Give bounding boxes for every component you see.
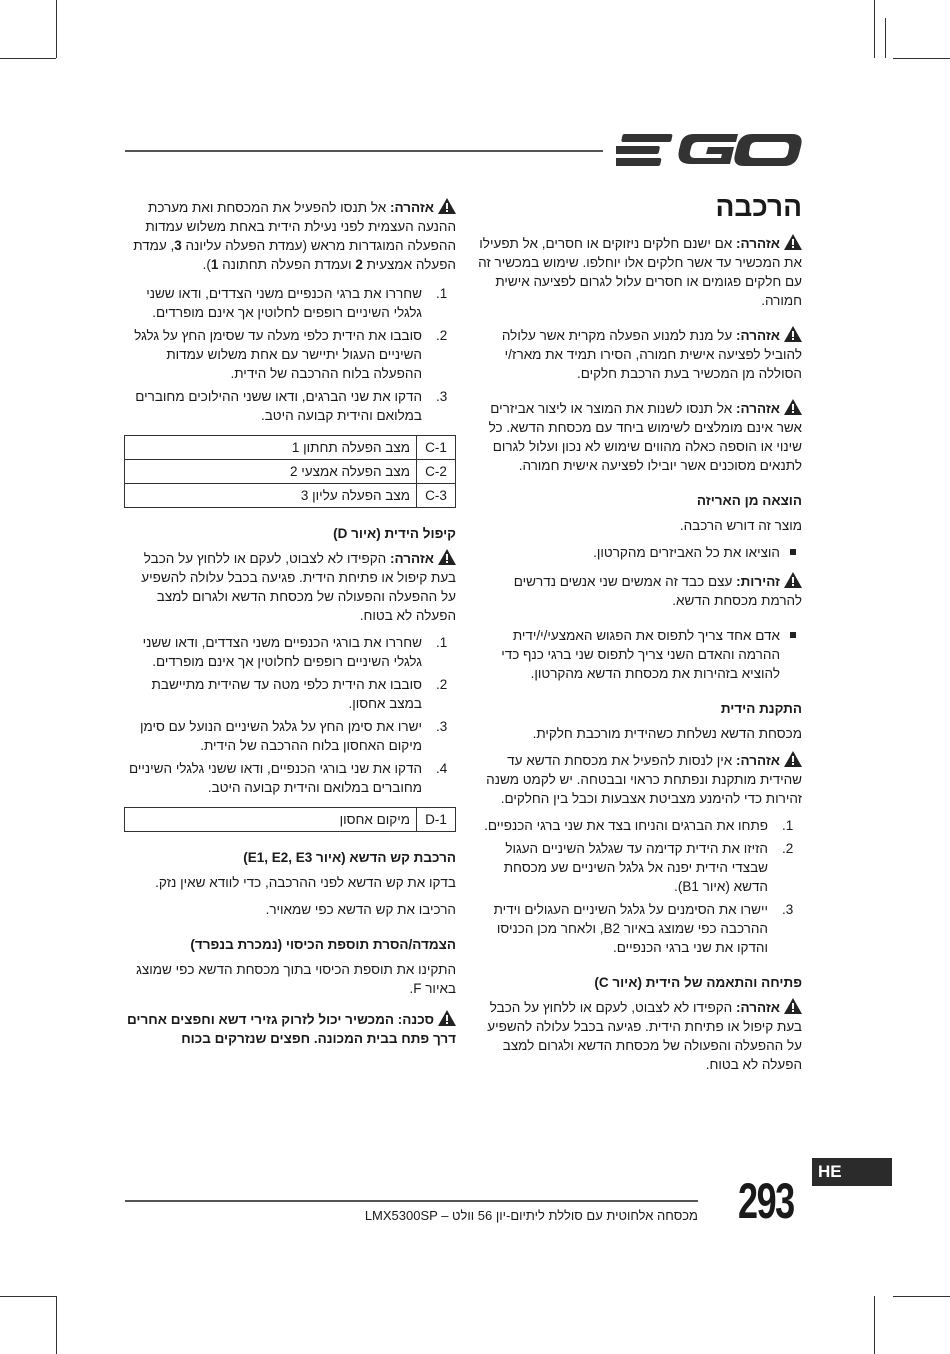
warning-label: אזהרה: bbox=[736, 1000, 780, 1015]
mulch-text: התקינו את תוספת הכיסוי בתוך מכסחת הדשא כפי שמוצג באיור F. bbox=[136, 962, 456, 996]
caution-block bbox=[472, 572, 802, 610]
position-table bbox=[124, 435, 456, 508]
warning-label: אזהרה: bbox=[390, 200, 434, 215]
warning-triangle-icon bbox=[784, 572, 802, 588]
warning-triangle-icon bbox=[438, 1010, 456, 1026]
crop-mark bbox=[893, 58, 950, 59]
unpacking-list-2 bbox=[472, 626, 802, 683]
list-item: הוציאו את כל האביזרים מהקרטון. bbox=[472, 543, 780, 562]
danger-block bbox=[124, 1010, 456, 1048]
crop-mark bbox=[0, 1296, 56, 1297]
ego-logo bbox=[616, 128, 806, 172]
caution-text: עצם כבד זה אמשים שני אנשים נדרשים להרמת מכסחת הדשא. bbox=[513, 574, 802, 608]
footer-text: LMX5300SP – מכסחה אלחוטית עם סוללת ליתיום-יון 56 וולט bbox=[364, 1208, 698, 1223]
step-text: הדקו את שני בורגי הכנפיים, ודאו ששני גלגלי השיניים מחוברים במלואם והידית קבועה היטב. bbox=[129, 761, 422, 795]
fold-steps bbox=[124, 633, 456, 797]
unpacking-intro: מוצר זה דורש הרכבה. bbox=[679, 518, 802, 533]
section-heading-unpacking: הוצאה מן האריזה bbox=[696, 493, 802, 508]
storage-table bbox=[124, 807, 456, 832]
crop-mark bbox=[893, 1296, 950, 1297]
warning-label: אזהרה: bbox=[736, 753, 780, 768]
step-text: סובבו את הידית כלפי מעלה עד שסימן החץ על גלגל השיניים העגול יתיישר עם אחת משלוש עמדות ההפעלה בלוח ההרכבה של הידית. bbox=[134, 328, 422, 381]
warning-block bbox=[472, 751, 802, 808]
table-cell-label: מצב הפעלה עליון 3 bbox=[125, 484, 417, 508]
danger-text: המכשיר יכול לזרוק גזירי דשא וחפצים אחרים דרך פתח בבית המכונה. חפצים שנזרקים בכוח bbox=[126, 1012, 456, 1046]
section-heading-open-handle: פתיחה והתאמה של הידית (איור C) bbox=[594, 975, 802, 990]
step-number: 3. bbox=[436, 719, 448, 734]
step-text: הזיזו את הידית קדימה עד שגלגל השיניים העגול שבצדי הידית יפנה אל גלגל השיניים שע מכסחת הדשא (איור B1). bbox=[503, 841, 768, 894]
list-item bbox=[124, 284, 448, 322]
warning-triangle-icon bbox=[784, 751, 802, 767]
adjust-steps bbox=[124, 284, 456, 425]
position-number: 2 bbox=[355, 257, 363, 272]
crop-mark bbox=[56, 0, 57, 58]
left-column bbox=[124, 198, 456, 1064]
list-item bbox=[124, 675, 448, 713]
warning-block bbox=[124, 549, 456, 625]
caution-label: זהירות: bbox=[736, 574, 780, 589]
warning-block bbox=[124, 198, 456, 274]
handle-steps bbox=[472, 816, 802, 957]
list-item bbox=[124, 759, 448, 797]
step-text: ישרו את סימן החץ על גלגל השיניים הנועל עם סימן מיקום האחסון בלוח ההרכבה של הידית. bbox=[140, 719, 422, 753]
step-text: יישרו את הסימנים על גלגל השיניים העגולים וידית ההרכבה כפי שמוצג באיור B2, ולאחר מכן הכניסו והדקו את שני ברגי הכנפיים. bbox=[493, 902, 768, 955]
right-column bbox=[472, 190, 802, 1090]
footer-rule bbox=[125, 1200, 698, 1202]
warning-text: אין לנסות להפעיל את מכסחת הדשא עד שהידית מותקנת ונפתחת כראוי ובבטחה. יש לקמט משנה זהירות כדי להימנע מצביטת אצבעות וכבל בין החלקים. bbox=[486, 753, 802, 806]
list-item bbox=[124, 717, 448, 755]
step-text: סובבו את הידית כלפי מטה עד שהידית מתיישבת במצב אחסון. bbox=[151, 677, 422, 711]
step-number: 1. bbox=[782, 818, 794, 833]
handle-intro: מכסחת הדשא נשלחת כשהידית מורכבת חלקית. bbox=[532, 726, 802, 741]
warning-triangle-icon bbox=[784, 326, 802, 342]
warning-triangle-icon bbox=[438, 549, 456, 565]
list-item bbox=[124, 633, 448, 671]
table-cell-code: C-1 bbox=[417, 436, 456, 460]
warning-label: אזהרה: bbox=[736, 328, 780, 343]
list-item: אדם אחד צריך לתפוס את הפגוש האמצעי/י/ידית ההרמה והאדם השני צריך לתפוס שני ברגי כנף כדי להוציא בזהירות את מכסחת הדשא מהקרטון. bbox=[472, 626, 780, 683]
step-number: 1. bbox=[436, 286, 448, 301]
table-row bbox=[125, 436, 456, 460]
warning-text: , עמדת הפעלה אמצעית bbox=[133, 238, 456, 272]
warning-text: על מנת למנוע הפעלה מקרית אשר עלולה להוביל לפציעה אישית חמורה, הסירו תמיד את מארז/י הסוללה מן המכשיר בעת הרכבת חלקים. bbox=[501, 328, 802, 381]
step-number: 2. bbox=[436, 677, 448, 692]
position-number: 3 bbox=[174, 238, 182, 253]
danger-label: סכנה: bbox=[397, 1012, 434, 1027]
list-item bbox=[472, 900, 794, 957]
warning-text: ). bbox=[202, 257, 211, 272]
warning-triangle-icon bbox=[784, 234, 802, 250]
page-title: הרכבה bbox=[715, 191, 802, 222]
crop-mark bbox=[874, 0, 875, 58]
section-heading-handle: התקנת הידית bbox=[720, 701, 802, 716]
section-heading-mulch: הצמדה/הסרת תוספת הכיסוי (נמכרת בנפרד) bbox=[190, 937, 456, 952]
warning-text: אם ישנם חלקים ניזוקים או חסרים, אל תפעילו את המכשיר עד אשר חלקים אלו יוחלפו. שימוש במכשיר זה עם חלקים פגומים או חסרים עלול לגרום לפציעה אישית חמורה. bbox=[478, 236, 802, 308]
list-item bbox=[472, 816, 794, 835]
unpacking-list bbox=[472, 543, 802, 562]
warning-block bbox=[472, 326, 802, 383]
table-row bbox=[125, 808, 456, 832]
step-text: פתחו את הברגים והניחו בצד את שני ברגי הכנפיים. bbox=[484, 818, 768, 833]
table-cell-label: מיקום אחסון bbox=[125, 808, 417, 832]
warning-text: אל תנסו לשנות את המוצר או ליצור אביזרים אשר אינם מומלצים לשימוש ביחד עם מכסחת הדשא. כל שינוי או הוספה כאלה מהווים שימוש לא נכון ועלול לגרום לתנאים מסוכנים אשר יובילו לפציעה אישית חמורה. bbox=[488, 401, 802, 473]
crop-mark bbox=[885, 18, 886, 58]
step-text: שחררו את ברגי הכנפיים משני הצדדים, ודאו ששני גלגלי השיניים רופפים לחלוטין אך אינם מופרדים. bbox=[146, 286, 422, 320]
step-text: שחררו את בורגי הכנפיים משני הצדדים, ודאו ששני גלגלי השיניים רופפים לחלוטין אך אינם מופרדים. bbox=[142, 635, 422, 669]
warning-triangle-icon bbox=[784, 399, 802, 415]
warning-block bbox=[472, 234, 802, 310]
step-number: 2. bbox=[782, 841, 794, 856]
warning-label: אזהרה: bbox=[736, 401, 780, 416]
position-number: 1 bbox=[210, 257, 219, 272]
warning-label: אזהרה: bbox=[390, 551, 434, 566]
table-cell-code: D-1 bbox=[417, 808, 456, 832]
crop-mark bbox=[0, 58, 56, 59]
crop-mark bbox=[56, 1296, 57, 1354]
step-number: 3. bbox=[782, 902, 794, 917]
page-number: 293 bbox=[738, 1173, 794, 1229]
table-cell-code: C-2 bbox=[417, 460, 456, 484]
grass-bag-text: בדקו את קש הדשא לפני ההרכבה, כדי לוודא שאין נזק. bbox=[155, 875, 456, 890]
table-cell-label: מצב הפעלה תחתון 1 bbox=[125, 436, 417, 460]
step-text: הדקו את שני הברגים, ודאו ששני ההילוכים מחוברים במלואם והידית קבועה היטב. bbox=[135, 389, 422, 423]
section-heading-fold: קיפול הידית (איור D) bbox=[333, 526, 456, 541]
warning-text: אל תנסו להפעיל את המכסחת ואת מערכת ההנעה העצמית לפני נעילת הידית באחת משלוש עמדות ההפעלה המוגדרות מראש (עמדת הפעלה עליונה bbox=[145, 200, 456, 253]
table-row bbox=[125, 484, 456, 508]
step-number: 4. bbox=[436, 761, 448, 776]
warning-triangle-icon bbox=[784, 998, 802, 1014]
list-item bbox=[472, 839, 794, 896]
section-heading-grass-bag: הרכבת קש הדשא (איור E1, E2, E3) bbox=[243, 850, 456, 865]
warning-block bbox=[472, 399, 802, 475]
warning-block bbox=[472, 998, 802, 1074]
step-number: 2. bbox=[436, 328, 448, 343]
table-row bbox=[125, 460, 456, 484]
list-item bbox=[124, 326, 448, 383]
warning-text: הקפידו לא לצבוט, לעקם או ללחוץ על הכבל בעת קיפול או פתיחת הידית. פגיעה בכבל עלולה להשפיע על ההפעלה והפעולה של מכסחת הדשא ולגרום למצב הפעלה לא בטוח. bbox=[141, 551, 456, 623]
grass-bag-text: הרכיבו את קש הדשא כפי שמאויר. bbox=[265, 902, 456, 917]
table-cell-code: C-3 bbox=[417, 484, 456, 508]
crop-mark bbox=[874, 1296, 875, 1354]
table-cell-label: מצב הפעלה אמצעי 2 bbox=[125, 460, 417, 484]
header-rule bbox=[125, 150, 603, 152]
list-item bbox=[124, 387, 448, 425]
language-tab: HE bbox=[812, 1158, 892, 1186]
step-number: 1. bbox=[436, 635, 448, 650]
warning-text: ועמדת הפעלה תחתונה bbox=[218, 257, 356, 272]
warning-label: אזהרה: bbox=[736, 236, 780, 251]
step-number: 3. bbox=[436, 389, 448, 404]
warning-text: הקפידו לא לצבוט, לעקם או ללחוץ על הכבל בעת קיפול או פתיחת הידית. פגיעה בכבל עלולה להשפיע על ההפעלה והפעולה של מכסחת הדשא ולגרום למצב הפעלה לא בטוח. bbox=[487, 1000, 802, 1072]
warning-triangle-icon bbox=[438, 198, 456, 214]
